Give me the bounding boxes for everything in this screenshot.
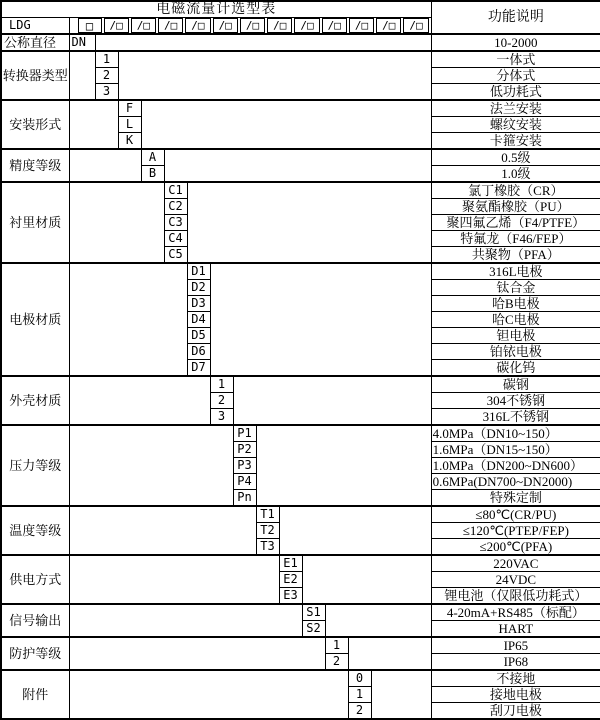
code-cell: B	[141, 166, 164, 183]
description-cell: 特殊定制	[431, 490, 600, 507]
filler-cell	[348, 637, 431, 670]
code-cell: P2	[233, 442, 256, 458]
code-cell: 1	[210, 376, 233, 393]
filler-cell	[69, 555, 279, 604]
code-cell: Pn	[233, 490, 256, 507]
description-cell: 220VAC	[431, 555, 600, 572]
description-cell: 10-2000	[431, 34, 600, 51]
code-cell: C3	[164, 215, 187, 231]
filler-cell	[325, 604, 431, 637]
description-cell: 铂铱电极	[431, 344, 600, 360]
description-cell: 接地电极	[431, 687, 600, 703]
code-cell: E2	[279, 572, 302, 588]
code-cell: 1	[95, 51, 118, 68]
filler-cell	[95, 34, 431, 51]
description-cell: ≤80℃(CR/PU)	[431, 506, 600, 523]
code-cell: P4	[233, 474, 256, 490]
code-cell: D1	[187, 263, 210, 280]
description-cell: 共聚物（PFA）	[431, 247, 600, 264]
description-cell: 316L电极	[431, 263, 600, 280]
code-cell: F	[118, 100, 141, 117]
code-cell: 2	[325, 654, 348, 671]
category-label: 信号输出	[1, 604, 69, 637]
model-digit-slot: /□	[376, 18, 401, 33]
model-digit-slot: /□	[349, 18, 374, 33]
filler-cell	[210, 263, 431, 376]
model-digit-slot: /□	[267, 18, 292, 33]
description-cell: 哈B电极	[431, 296, 600, 312]
function-column-header: 功能说明	[431, 1, 600, 34]
code-cell: C4	[164, 231, 187, 247]
model-prefix-label: LDG	[1, 18, 69, 35]
filler-cell	[69, 637, 325, 670]
code-cell: D3	[187, 296, 210, 312]
model-code-slots	[70, 18, 431, 33]
code-cell: 3	[95, 84, 118, 101]
code-cell: 2	[95, 68, 118, 84]
description-cell: 碳钢	[431, 376, 600, 393]
description-cell: IP68	[431, 654, 600, 671]
code-cell: 2	[210, 393, 233, 409]
model-digit-slot: /□	[213, 18, 238, 33]
category-label: 电极材质	[1, 263, 69, 376]
model-digit-slot: /□	[131, 18, 156, 33]
category-label: 供电方式	[1, 555, 69, 604]
description-cell: 锂电池（仅限低功耗式）	[431, 588, 600, 605]
model-digit-slot: /□	[104, 18, 129, 33]
description-cell: 卡箍安装	[431, 133, 600, 150]
model-digit-slot: /□	[403, 18, 428, 33]
code-cell: D7	[187, 360, 210, 377]
filler-cell	[302, 555, 431, 604]
description-cell: ≤200℃(PFA)	[431, 539, 600, 556]
code-cell: T1	[256, 506, 279, 523]
description-cell: 哈C电极	[431, 312, 600, 328]
code-cell: S1	[302, 604, 325, 621]
category-label: 防护等级	[1, 637, 69, 670]
description-cell: 0.6MPa(DN700~DN2000)	[431, 474, 600, 490]
description-cell: ≤120℃(PTEP/FEP)	[431, 523, 600, 539]
filler-cell	[69, 506, 256, 555]
code-cell: 3	[210, 409, 233, 426]
description-cell: 低功耗式	[431, 84, 600, 101]
filler-cell	[256, 425, 431, 506]
category-label: 温度等级	[1, 506, 69, 555]
description-cell: 螺纹安装	[431, 117, 600, 133]
description-cell: 碳化钨	[431, 360, 600, 377]
code-cell: E3	[279, 588, 302, 605]
code-cell: A	[141, 149, 164, 166]
code-cell: L	[118, 117, 141, 133]
code-cell: P1	[233, 425, 256, 442]
filler-cell	[141, 100, 431, 149]
description-cell: 钛合金	[431, 280, 600, 296]
filler-cell	[118, 51, 431, 100]
description-cell: 1.6MPa（DN15~150）	[431, 442, 600, 458]
filler-cell	[69, 376, 210, 425]
category-label: 精度等级	[1, 149, 69, 182]
description-cell: 1.0级	[431, 166, 600, 183]
filler-cell	[69, 263, 187, 376]
filler-cell	[69, 670, 348, 719]
model-digit-slot: /□	[158, 18, 183, 33]
description-cell: 304不锈钢	[431, 393, 600, 409]
description-cell: 316L不锈钢	[431, 409, 600, 426]
filler-cell	[69, 604, 302, 637]
description-cell: 氯丁橡胶（CR）	[431, 182, 600, 199]
description-cell: 不接地	[431, 670, 600, 687]
code-cell: D6	[187, 344, 210, 360]
description-cell: HART	[431, 621, 600, 638]
code-cell: S2	[302, 621, 325, 638]
code-cell: DN	[69, 34, 95, 51]
filler-cell	[69, 149, 141, 182]
description-cell: 聚氨酯橡胶（PU）	[431, 199, 600, 215]
filler-cell	[69, 425, 233, 506]
code-cell: D4	[187, 312, 210, 328]
model-digit-slot: /□	[322, 18, 347, 33]
description-cell: 24VDC	[431, 572, 600, 588]
model-code-slots-cell	[69, 18, 431, 35]
description-cell: 分体式	[431, 68, 600, 84]
code-cell: C1	[164, 182, 187, 199]
category-label: 外壳材质	[1, 376, 69, 425]
code-cell: E1	[279, 555, 302, 572]
model-first-box: □	[78, 18, 102, 33]
code-cell: P3	[233, 458, 256, 474]
category-label: 附件	[1, 670, 69, 719]
description-cell: 聚四氟乙烯（F4/PTFE）	[431, 215, 600, 231]
description-cell: 一体式	[431, 51, 600, 68]
code-cell: 2	[348, 703, 371, 720]
filler-cell	[187, 182, 431, 263]
description-cell: 法兰安装	[431, 100, 600, 117]
category-label: 压力等级	[1, 425, 69, 506]
code-cell: D2	[187, 280, 210, 296]
model-digit-slot: /□	[185, 18, 210, 33]
filler-cell	[69, 100, 118, 149]
code-cell: C5	[164, 247, 187, 264]
filler-cell	[279, 506, 431, 555]
model-digit-slot: /□	[294, 18, 319, 33]
code-cell: 0	[348, 670, 371, 687]
description-cell: 0.5级	[431, 149, 600, 166]
code-cell: 1	[348, 687, 371, 703]
description-cell: 4-20mA+RS485（标配）	[431, 604, 600, 621]
filler-cell	[69, 51, 95, 100]
table-title: 电磁流量计选型表	[1, 1, 431, 18]
code-cell: 1	[325, 637, 348, 654]
filler-cell	[233, 376, 431, 425]
filler-cell	[371, 670, 431, 719]
code-cell: C2	[164, 199, 187, 215]
category-label: 安装形式	[1, 100, 69, 149]
code-cell: T2	[256, 523, 279, 539]
category-label: 衬里材质	[1, 182, 69, 263]
code-cell: K	[118, 133, 141, 150]
code-cell: D5	[187, 328, 210, 344]
description-cell: 钽电极	[431, 328, 600, 344]
description-cell: 刮刀电极	[431, 703, 600, 720]
filler-cell	[69, 182, 164, 263]
model-digit-slot: /□	[240, 18, 265, 33]
description-cell: 4.0MPa（DN10~150）	[431, 425, 600, 442]
category-label: 公称直径	[1, 34, 69, 51]
code-cell: T3	[256, 539, 279, 556]
description-cell: 特氟龙（F46/FEP）	[431, 231, 600, 247]
description-cell: IP65	[431, 637, 600, 654]
category-label: 转换器类型	[1, 51, 69, 100]
filler-cell	[164, 149, 431, 182]
description-cell: 1.0MPa（DN200~DN600）	[431, 458, 600, 474]
